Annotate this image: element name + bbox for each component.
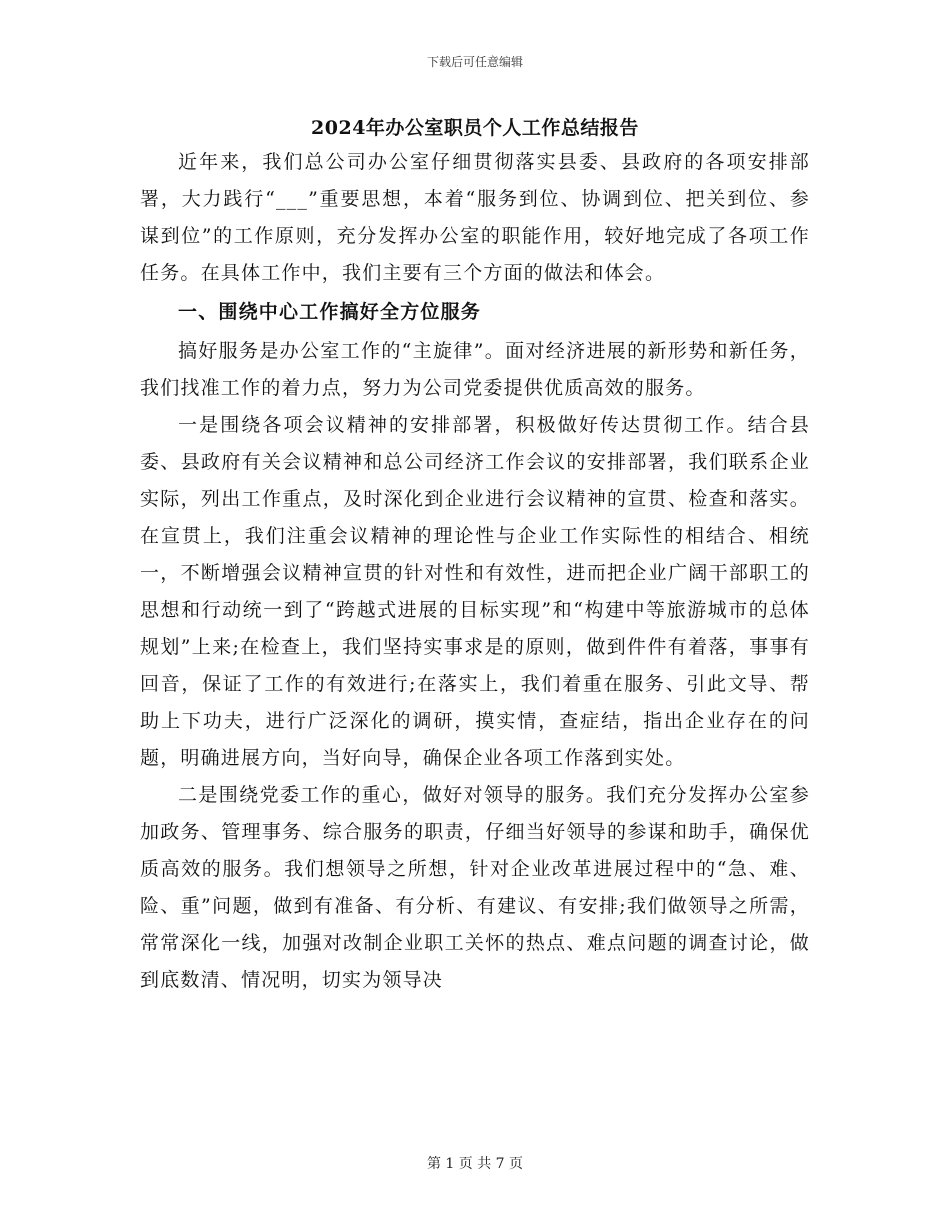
page-footer: 第 1 页 共 7 页 — [426, 1156, 524, 1172]
body-paragraph: 搞好服务是办公室工作的“主旋律”。面对经济进展的新形势和新任务，我们找准工作的着力点，努力为公司党委提供优质高效的服务。 — [140, 340, 810, 399]
document-title: 2024年办公室职员个人工作总结报告 — [311, 117, 639, 139]
document-body — [140, 144, 810, 999]
header-note: 下载后可任意编辑 — [426, 55, 523, 69]
body-paragraph: 二是围绕党委工作的重心，做好对领导的服务。我们充分发挥办公室参加政务、管理事务、综合服务的职责，仔细当好领导的参谋和助手，确保优质高效的服务。我们想领导之所想，针对企业改革进展过程中的“急、难、险、重”问题，做到有准备、有分析、有建议、有安排;我们做领导之所需，常常深化一线，加强对改制企业职工关怀的热点、难点问题的调查讨论，做到底数清、情况明，切实为领导决 — [140, 784, 810, 991]
intro-paragraph: 近年来，我们总公司办公室仔细贯彻落实县委、县政府的各项安排部署，大力践行“___”重要思想，本着“服务到位、协调到位、把关到位、参谋到位”的工作原则，充分发挥办公室的职能作用，较好地完成了各项工作任务。在具体工作中，我们主要有三个方面的做法和体会。 — [140, 151, 810, 284]
body-paragraph: 一是围绕各项会议精神的安排部署，积极做好传达贯彻工作。结合县委、县政府有关会议精神和总公司经济工作会议的安排部署，我们联系企业实际，列出工作重点，及时深化到企业进行会议精神的宣贯、检查和落实。在宣贯上，我们注重会议精神的理论性与企业工作实际性的相结合、相统一，不断增强会议精神宣贯的针对性和有效性，进而把企业广阔干部职工的思想和行动统一到了“跨越式进展的目标实现”和“构建中等旅游城市的总体规划”上来;在检查上，我们坚持实事求是的原则，做到件件有着落，事事有回音，保证了工作的有效进行;在落实上，我们着重在服务、引此文导、帮助上下功夫，进行广泛深化的调研，摸实情，查症结，指出企业存在的问题，明确进展方向，当好向导，确保企业各项工作落到实处。 — [140, 414, 810, 769]
section-heading: 一、围绕中心工作搞好全方位服务 — [178, 301, 482, 323]
